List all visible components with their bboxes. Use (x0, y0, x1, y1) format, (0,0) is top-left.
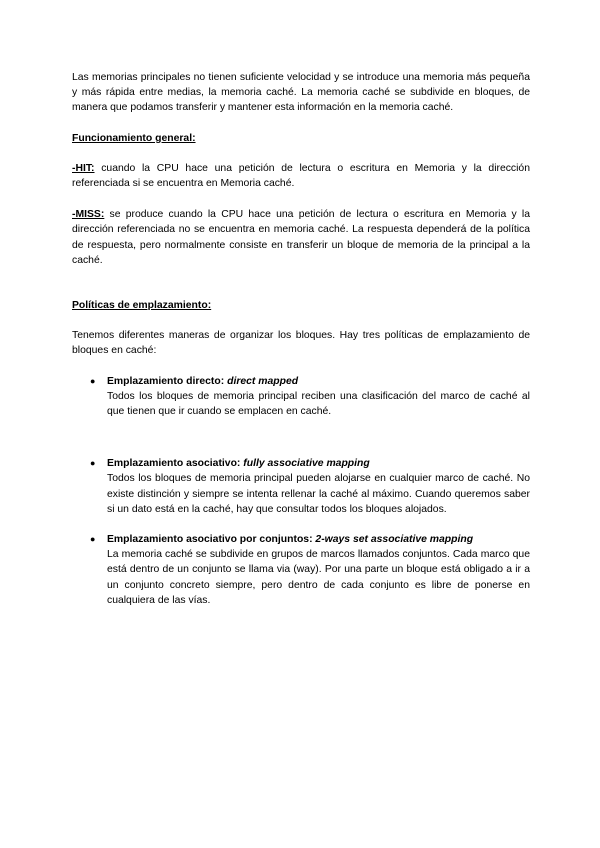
politicas-intro-paragraph: Tenemos diferentes maneras de organizar los bloques. Hay tres políticas de emplazamiento de bloques en caché: (72, 330, 530, 357)
item-title: Emplazamiento asociativo por conjuntos: 2-ways set associative mapping (107, 534, 474, 546)
hit-paragraph (72, 161, 530, 191)
intro-paragraph: Las memorias principales no tienen suficiente velocidad y se introduce una memoria más pequeña y más rápida entre medias, la memoria caché. La memoria caché se subdivide en bloques, de manera que podamos transferir y mantener esta información en la memoria caché. (72, 72, 530, 114)
miss-paragraph (72, 207, 530, 268)
bullet-icon: ● (90, 375, 96, 386)
bullet-icon: ● (90, 458, 96, 469)
item-text: La memoria caché se subdivide en grupos de marcos llamados conjuntos. Cada marco que está dentro de un conjunto se llama via (way). Por una parte un bloque está obligado a ir a un conjunto concreto siempre, pero dentro de cada conjunto es libre de ponerse en cualquiera de las vías. (107, 549, 530, 606)
document-body (72, 70, 530, 608)
hit-label: -HIT: (72, 162, 95, 174)
list-item-set-associative (72, 532, 530, 608)
hit-text: cuando la CPU hace una petición de lectura o escritura en Memoria y la dirección referenciada si se encuentra en Memoria caché. (72, 162, 530, 190)
list-item-direct-mapped (72, 374, 530, 420)
miss-text: se produce cuando la CPU hace una petición de lectura o escritura en Memoria y la dirección referenciada no se encuentra en memoria caché. La respuesta dependerá de la política de respuesta, pero normalmente consiste en transferir un bloque de memoria de la principal a la caché. (72, 209, 530, 266)
miss-label: -MISS: (72, 209, 105, 221)
item-term: direct mapped (227, 375, 299, 387)
item-title: Emplazamiento directo: direct mapped (107, 375, 299, 387)
item-term: fully associative mapping (243, 458, 370, 470)
list-item-fully-associative (72, 456, 530, 517)
item-text: Todos los bloques de memoria principal pueden alojarse en cualquier marco de caché. No existe distinción y siempre se intenta rellenar la caché al máximo. Cuando queremos saber si un dato está en la caché, hay que consultar todos los bloques alojados. (107, 473, 530, 515)
policies-list (72, 374, 530, 608)
section-heading-funcionamiento: Funcionamiento general: (72, 132, 196, 144)
item-text: Todos los bloques de memoria principal reciben una clasificación del marco de caché al que tienen que ir cuando se emplacen en caché. (107, 390, 530, 418)
bullet-icon: ● (90, 534, 96, 545)
item-term: 2-ways set associative mapping (315, 534, 474, 546)
item-title: Emplazamiento asociativo: fully associative mapping (107, 458, 370, 470)
section-heading-politicas: Políticas de emplazamiento: (72, 300, 212, 312)
